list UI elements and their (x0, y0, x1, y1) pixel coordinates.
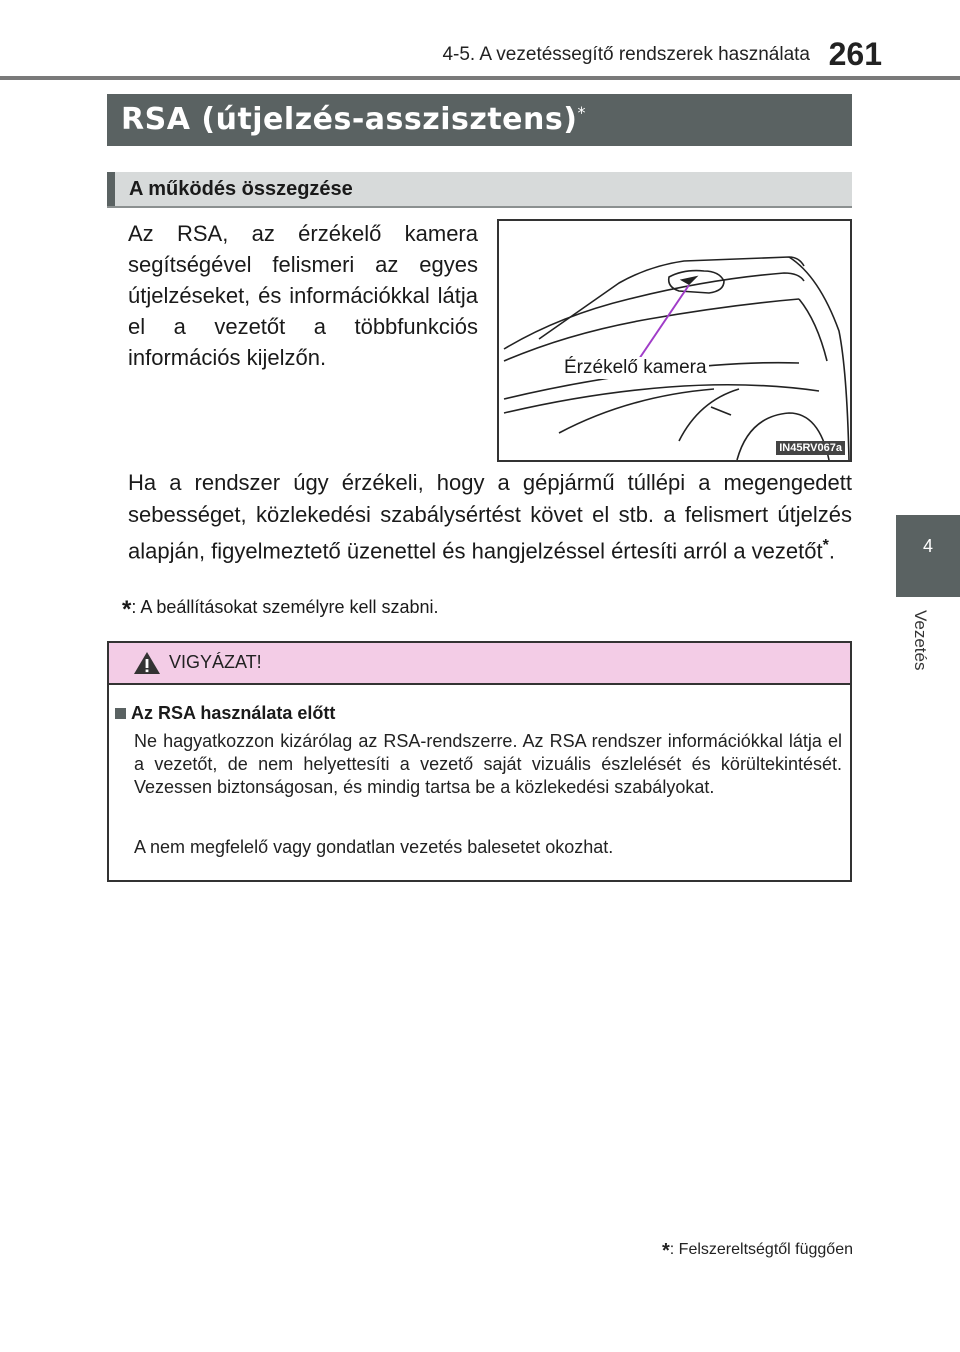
settings-note: *: A beállításokat személyre kell szabni. (122, 596, 439, 623)
figure-code: IN45RV067a (776, 441, 845, 455)
title-marker: * (577, 103, 586, 122)
note-marker: * (122, 596, 132, 623)
warning-triangle-icon (133, 650, 161, 676)
chapter-label: Vezetés (911, 610, 930, 671)
camera-callout-label: Érzékelő kamera (564, 357, 707, 378)
caution-body-2: A nem megfelelő vagy gondatlan vezetés balesetet okozhat. (134, 837, 614, 857)
chapter-number: 4 (922, 536, 933, 556)
caution-header (109, 643, 850, 685)
intro-text: Az RSA, az érzékelő kamera segítségével felismeri az egyes útjelzéseket, és információkkal látja el a vezetőt a többfunkciós információs kijelzőn. (128, 221, 478, 370)
title-bar (107, 94, 852, 146)
caution-subheading: Az RSA használata előtt (115, 703, 335, 724)
paragraph-marker: * (822, 537, 829, 554)
caution-box (107, 641, 852, 882)
page-header (0, 0, 960, 80)
main-paragraph: Ha a rendszer úgy érzékeli, hogy a gépjármű túllépi a megengedett sebességet, közlekedési szabálysértést követ el stb. a felismert útjelzés alapján, figyelmeztető üzenettel és hangjelzéssel értesíti arról a vezetőt*. (128, 470, 852, 564)
footnote: *: Felszereltségtől függően (661, 1240, 853, 1262)
header-rule (0, 76, 960, 80)
car-windshield-drawing (499, 221, 850, 460)
page-number: 261 (828, 36, 882, 72)
caution-title: VIGYÁZAT! (169, 652, 262, 672)
bullet-square-icon (115, 708, 126, 719)
subheading-accent (107, 172, 115, 206)
subheading-bar (107, 172, 852, 208)
page-title: RSA (útjelzés-asszisztens)* (121, 102, 586, 137)
subheading: A működés összegzése (129, 178, 353, 200)
caution-body: Ne hagyatkozzon kizárólag az RSA-rendszerre. Az RSA rendszer információkkal látja el a vezetőt, de nem helyettesíti a vezető saját vizuális észlelését és körültekintését. Vezessen biztonságosan, és mindig tartsa be a közlekedési szabályokat. (134, 731, 842, 797)
camera-illustration (497, 219, 852, 462)
footnote-marker: * (661, 1240, 670, 1262)
section-title: 4-5. A vezetéssegítő rendszerek használata (442, 44, 810, 65)
